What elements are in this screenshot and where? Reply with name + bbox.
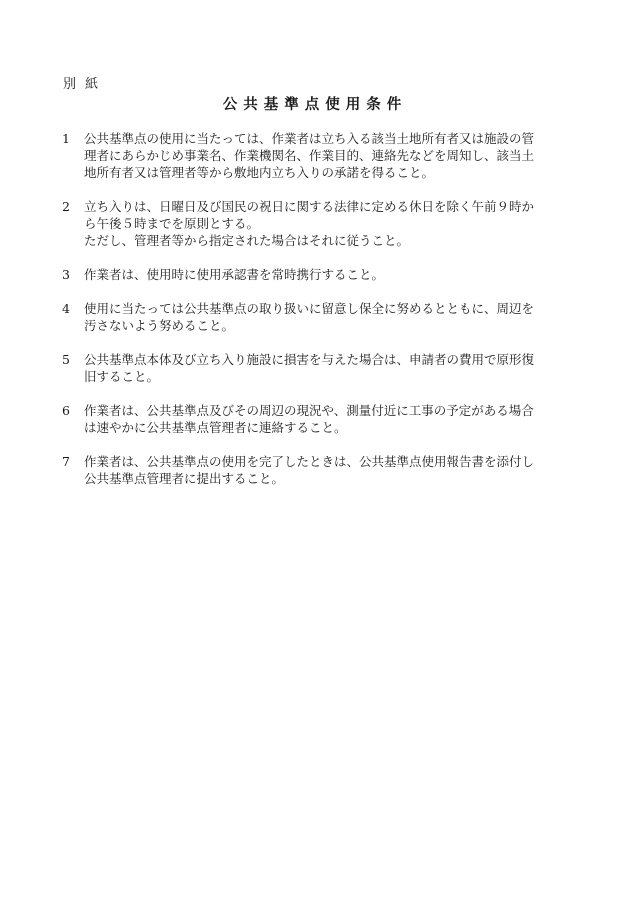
condition-line: 汚さないよう努めること。 — [84, 318, 235, 333]
condition-text — [84, 300, 582, 334]
condition-line: 旧すること。 — [84, 369, 160, 384]
condition-line: 使用に当たっては公共基準点の取り扱いに留意し保全に努めるとともに、周辺を — [84, 301, 535, 316]
condition-line: 作業者は、公共基準点及びその周辺の現況や、測量付近に工事の予定がある場合 — [84, 403, 534, 418]
condition-text — [84, 130, 582, 181]
condition-number: 5 — [62, 352, 70, 367]
condition-item-7 — [62, 453, 582, 487]
condition-line: ら午後５時までを原則とする。 — [84, 216, 260, 231]
condition-text — [84, 351, 582, 385]
condition-text — [84, 198, 582, 249]
condition-item-2 — [62, 198, 582, 249]
attachment-label: 別紙 — [63, 77, 108, 92]
condition-line: 地所有者又は管理者等から敷地内立ち入りの承諾を得ること。 — [84, 165, 435, 180]
condition-line: 公共基準点管理者に提出すること。 — [84, 471, 285, 486]
condition-line: ただし、管理者等から指定された場合はそれに従うこと。 — [84, 233, 410, 248]
condition-line: 公共基準点本体及び立ち入り施設に損害を与えた場合は、申請者の費用で原形復 — [84, 352, 535, 367]
condition-number: 1 — [62, 131, 70, 146]
condition-line: 公共基準点の使用に当たっては、作業者は立ち入る該当土地所有者又は施設の管 — [84, 131, 535, 146]
condition-line: 立ち入りは、日曜日及び国民の祝日に関する法律に定める休日を除く午前９時か — [84, 199, 535, 214]
condition-number: 7 — [62, 454, 70, 469]
condition-text — [84, 453, 582, 487]
condition-line: 理者にあらかじめ事業名、作業機関名、作業目的、連絡先などを周知し、該当土 — [84, 148, 535, 163]
condition-item-5 — [62, 351, 582, 385]
condition-number: 6 — [62, 403, 70, 418]
condition-number: 3 — [62, 267, 70, 282]
condition-item-1 — [62, 130, 582, 181]
conditions-list — [62, 130, 582, 504]
condition-line: は速やかに公共基準点管理者に連絡すること。 — [84, 420, 347, 435]
condition-text — [84, 266, 582, 283]
document-title: 公共基準点使用条件 — [222, 96, 408, 113]
condition-item-4 — [62, 300, 582, 334]
condition-line: 作業者は、公共基準点の使用を完了したときは、公共基準点使用報告書を添付し — [84, 454, 535, 469]
condition-item-3 — [62, 266, 582, 283]
condition-text — [84, 402, 582, 436]
condition-number: 4 — [62, 301, 70, 316]
condition-item-6 — [62, 402, 582, 436]
condition-line: 作業者は、使用時に使用承認書を常時携行すること。 — [84, 267, 385, 282]
condition-number: 2 — [62, 199, 70, 214]
